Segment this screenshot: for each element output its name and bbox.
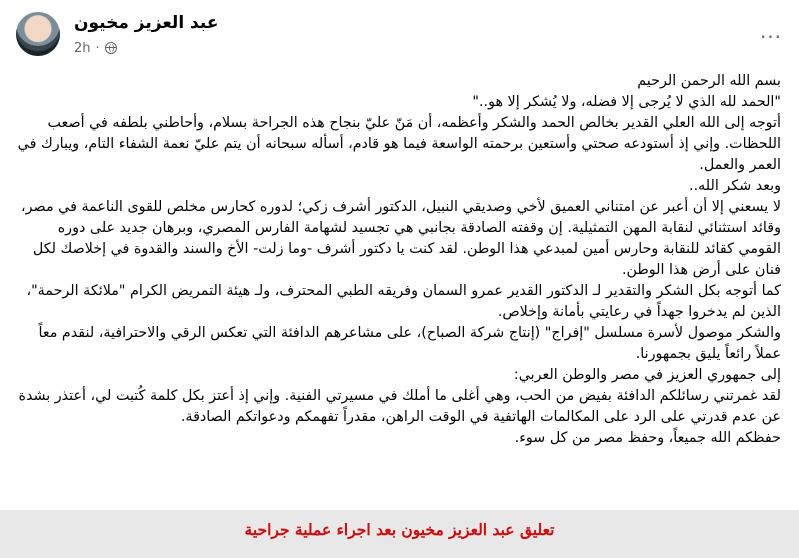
globe-icon[interactable] bbox=[105, 42, 117, 54]
post-paragraph: كما أتوجه بكل الشكر والتقدير لـ الدكتور القدير عمرو السمان وفريقه الطبي المحترف، ولـ هيئة التمريض الكرام "ملائكة الرحمة"، الذين لم يدخروا جهداً في رعايتي بأمانة وإخلاص. bbox=[26, 283, 781, 320]
post-paragraph: أتوجه إلى الله العلي القدير بخالص الحمد والشكر وأعظمه، أن مَنّ عليّ بنجاح هذه الجراحة بسلام، وأحاطني بلطفه في أصعب اللحظات. وإني إذ أستودعه صحتي وأستعين برحمته الواسعة فيما هو قادم، أسأله سبحانه أن يتم عليّ نعمة الشفاء التام، ويبارك في العمر والعمل. bbox=[17, 115, 781, 173]
post-paragraph: لقد غمرتني رسائلكم الدافئة بفيض من الحب، وهي أغلى ما أملك في مسيرتي الفنية. وإني إذ أعتز بكل كلمة كُتبت لي، أعتذر بشدة عن عدم قدرتي على الرد على المكالمات الهاتفية في الوقت الراهن، مقدراً تفهمكم ودعواتكم الصادقة. bbox=[18, 388, 781, 425]
post-meta bbox=[74, 39, 117, 57]
separator-dot: · bbox=[95, 40, 100, 56]
post-paragraph: بسم الله الرحمن الرحيم bbox=[637, 73, 781, 89]
post-paragraph: والشكر موصول لأسرة مسلسل "إفراج" (إنتاج شركة الصباح)، على مشاعرهم الدافئة التي تعكس الرقي والاحترافية، لنقدم معاً عملاً رائعاً يليق بجمهورنا. bbox=[38, 325, 781, 362]
post-header bbox=[16, 10, 783, 62]
post-text bbox=[16, 71, 781, 449]
post-paragraph: حفظكم الله جميعاً، وحفظ مصر من كل سوء. bbox=[514, 430, 781, 446]
post-paragraph: لا يسعني إلا أن أعبر عن امتناني العميق لأخي وصديقي النبيل، الدكتور أشرف زكي؛ لدوره كحارس مخلص للقوى الناعمة في مصر، وقائد استثنائي لنقابة المهن التمثيلية. إن وقفته الصادقة بجانبي هي تجسيد لشهامة الفارس المصري، وبرهان جديد على دوره القومي كقائد للنقابة وحارس أمين لمبدعي هذا الوطن. لقد كنت يا دكتور أشرف -وما زلت- الأخ والسند والقدوة في إخلاصك لكل فنان على أرض هذا الوطن. bbox=[21, 199, 781, 278]
post-time[interactable]: 2h bbox=[74, 40, 91, 56]
author-name[interactable]: عبد العزيز مخيون bbox=[74, 13, 219, 33]
post-paragraph: وبعد شكر الله.. bbox=[689, 178, 781, 194]
post-paragraph: "الحمد لله الذي لا يُرجى إلا فضله، ولا يُشكر إلا هو.." bbox=[472, 94, 781, 110]
image-caption: تعليق عبد العزيز مخيون بعد اجراء عملية جراحية bbox=[244, 520, 555, 539]
avatar[interactable] bbox=[16, 12, 60, 56]
post-paragraph: إلى جمهوري العزيز في مصر والوطن العربي: bbox=[513, 367, 781, 383]
caption-bar bbox=[0, 510, 799, 558]
more-options-icon[interactable]: ... bbox=[759, 19, 783, 43]
